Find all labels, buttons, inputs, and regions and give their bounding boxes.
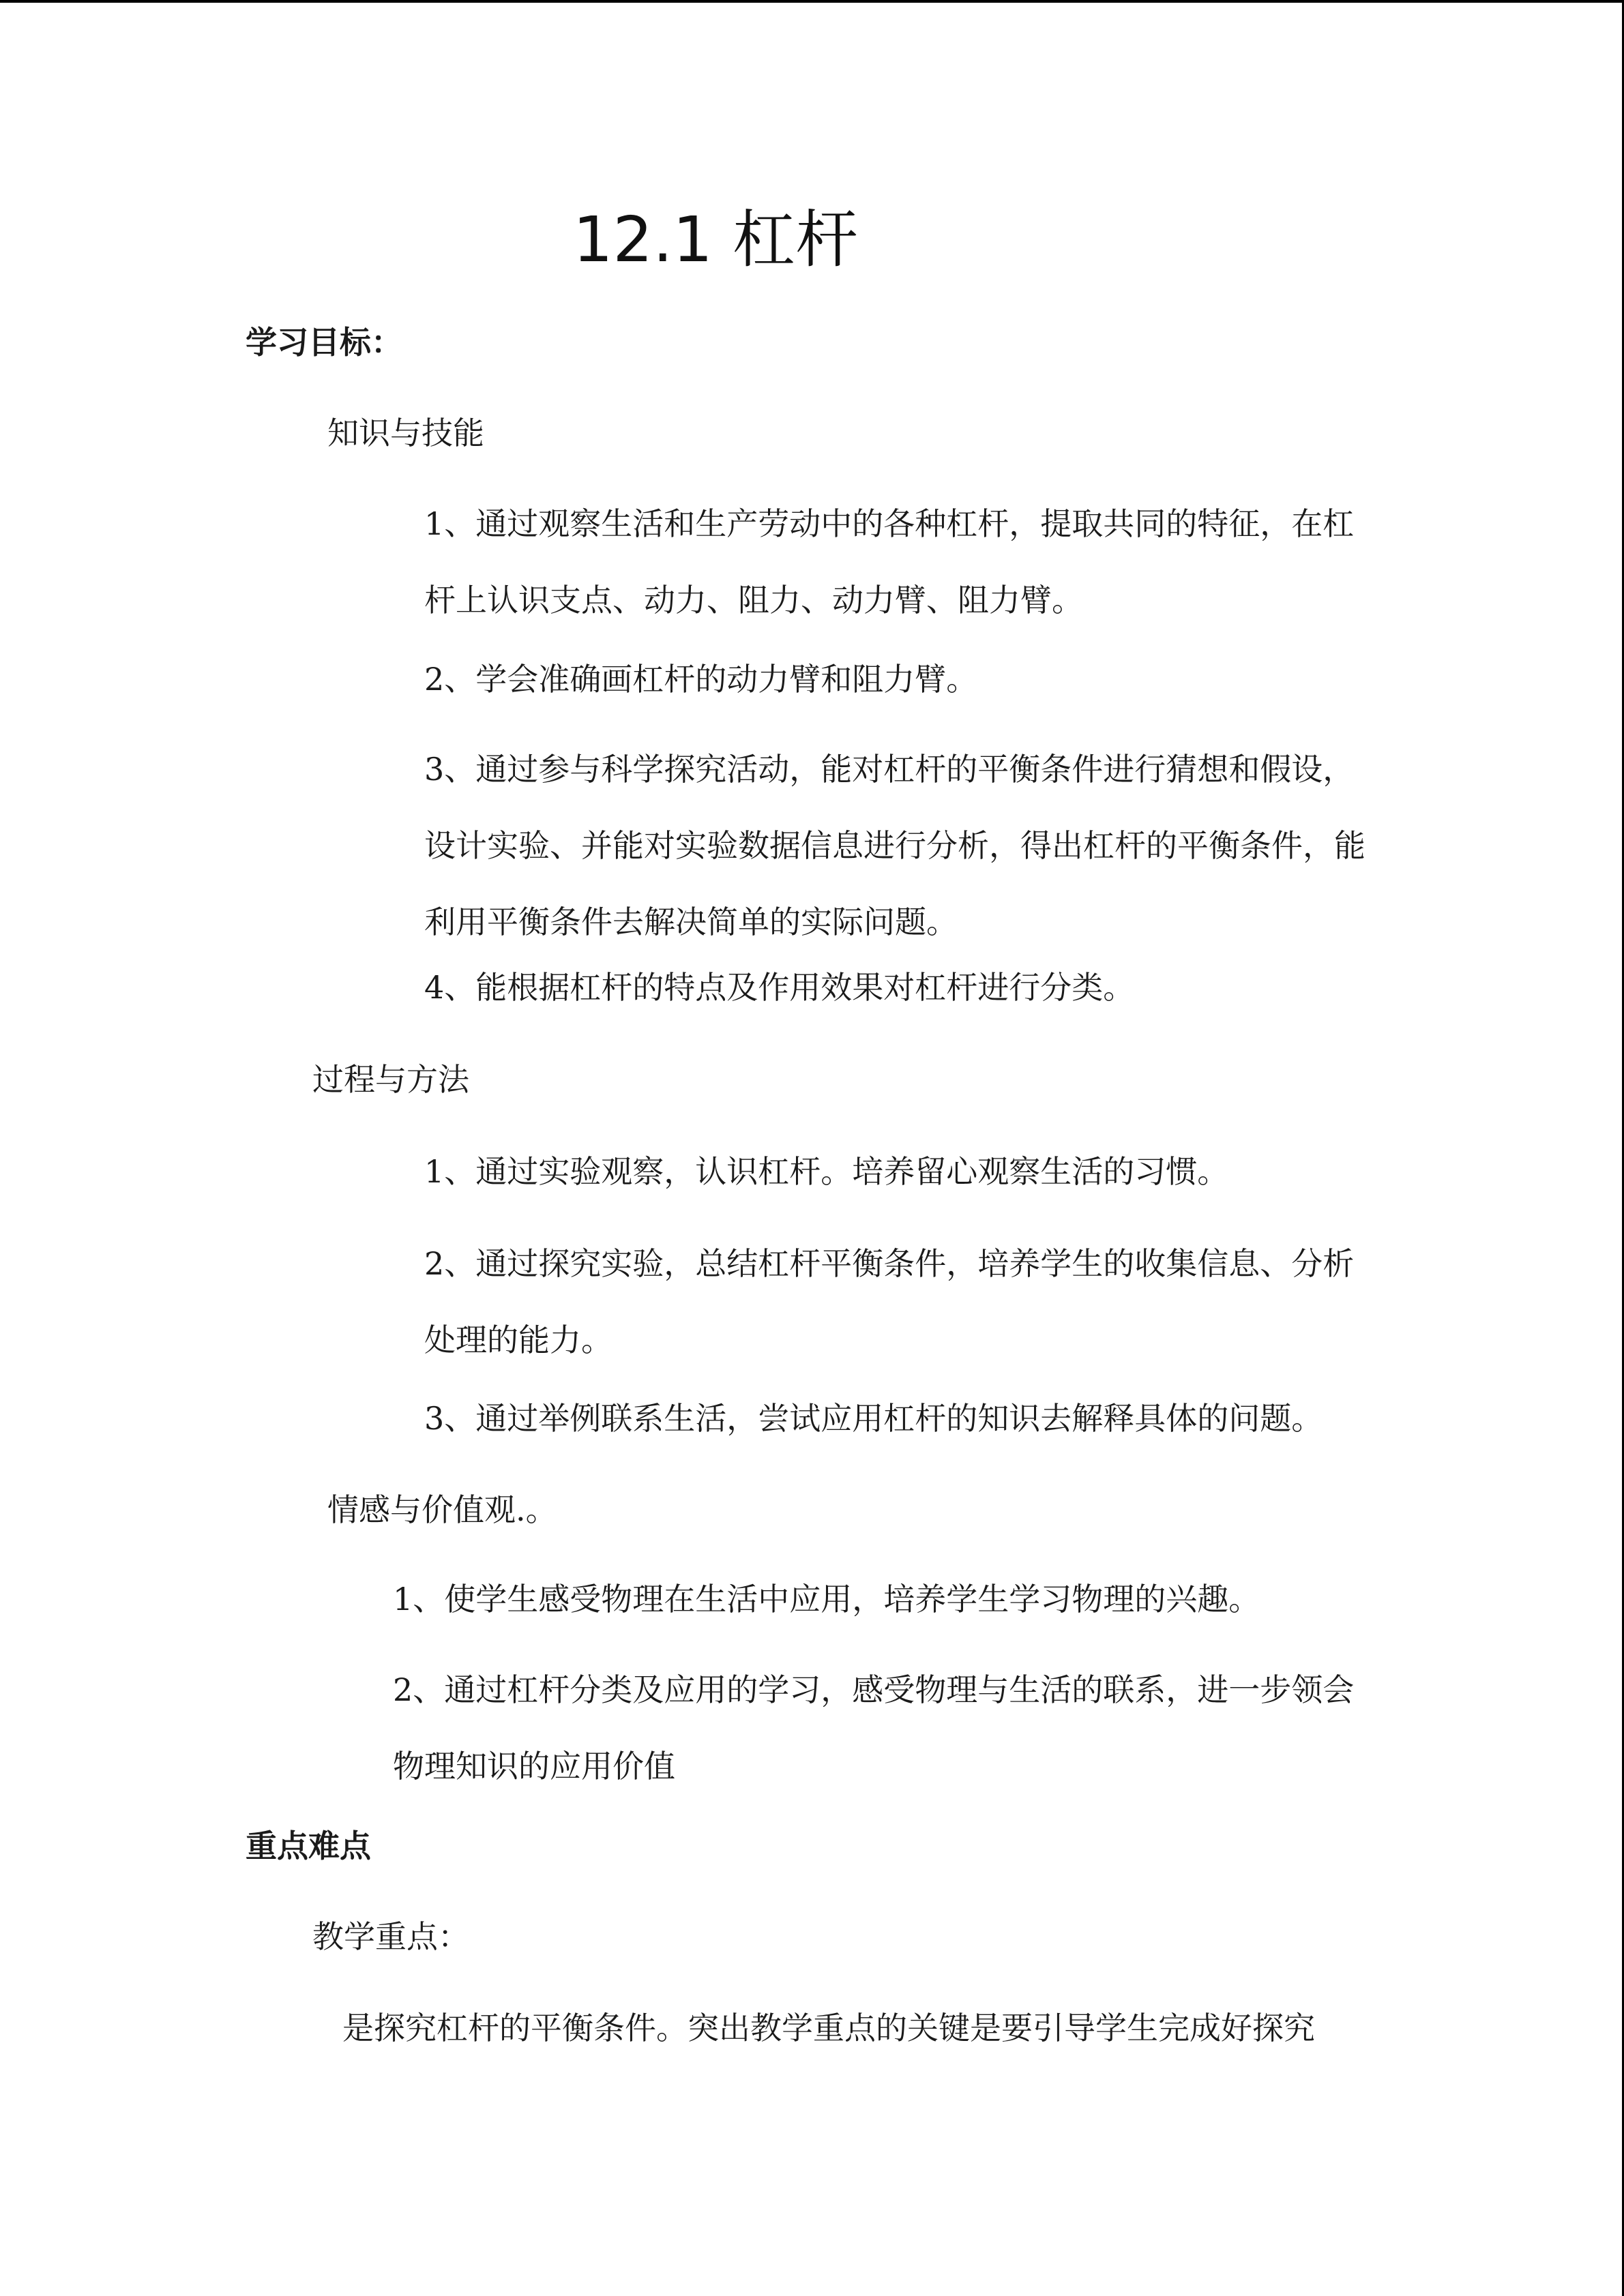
process-item-2: 2、通过探究实验，总结杠杆平衡条件，培养学生的收集信息、分析处理的能力。	[424, 1245, 1355, 1358]
key-difficult-points-heading: 重点难点	[246, 1828, 371, 1864]
page-top-border	[0, 0, 1624, 3]
emotion-item-2: 2、通过杠杆分类及应用的学习，感受物理与生活的联系，进一步领会物理知识的应用价值	[393, 1671, 1355, 1785]
page-title: 12.1 杠杆	[573, 203, 859, 276]
knowledge-item-2: 2、学会准确画杠杆的动力臂和阻力臂。	[424, 661, 978, 698]
teaching-focus-heading: 教学重点：	[312, 1918, 469, 1955]
knowledge-item-3: 3、通过参与科学探究活动，能对杠杆的平衡条件进行猜想和假设，设计实验、并能对实验数据信息进行分析，得出杠杆的平衡条件，能利用平衡条件去解决简单的实际问题。	[424, 751, 1365, 940]
teaching-focus-text: 是探究杠杆的平衡条件。突出教学重点的关键是要引导学生完成好探究	[342, 2010, 1315, 2046]
process-item-1: 1、通过实验观察，认识杠杆。培养留心观察生活的习惯。	[424, 1153, 1229, 1190]
process-method-heading: 过程与方法	[312, 1061, 469, 1098]
knowledge-skills-heading: 知识与技能	[327, 415, 484, 451]
emotion-item-1: 1、使学生感受物理在生活中应用，培养学生学习物理的兴趣。	[393, 1581, 1260, 1617]
knowledge-item-1: 1、通过观察生活和生产劳动中的各种杠杆，提取共同的特征，在杠杆上认识支点、动力、阻力、动力臂、阻力臂。	[424, 505, 1355, 618]
knowledge-item-4: 4、能根据杠杆的特点及作用效果对杠杆进行分类。	[424, 969, 1135, 1006]
emotion-values-heading: 情感与价值观.。	[327, 1491, 557, 1528]
process-item-3: 3、通过举例联系生活，尝试应用杠杆的知识去解释具体的问题。	[424, 1400, 1323, 1437]
learning-goals-heading: 学习目标：	[246, 324, 402, 361]
